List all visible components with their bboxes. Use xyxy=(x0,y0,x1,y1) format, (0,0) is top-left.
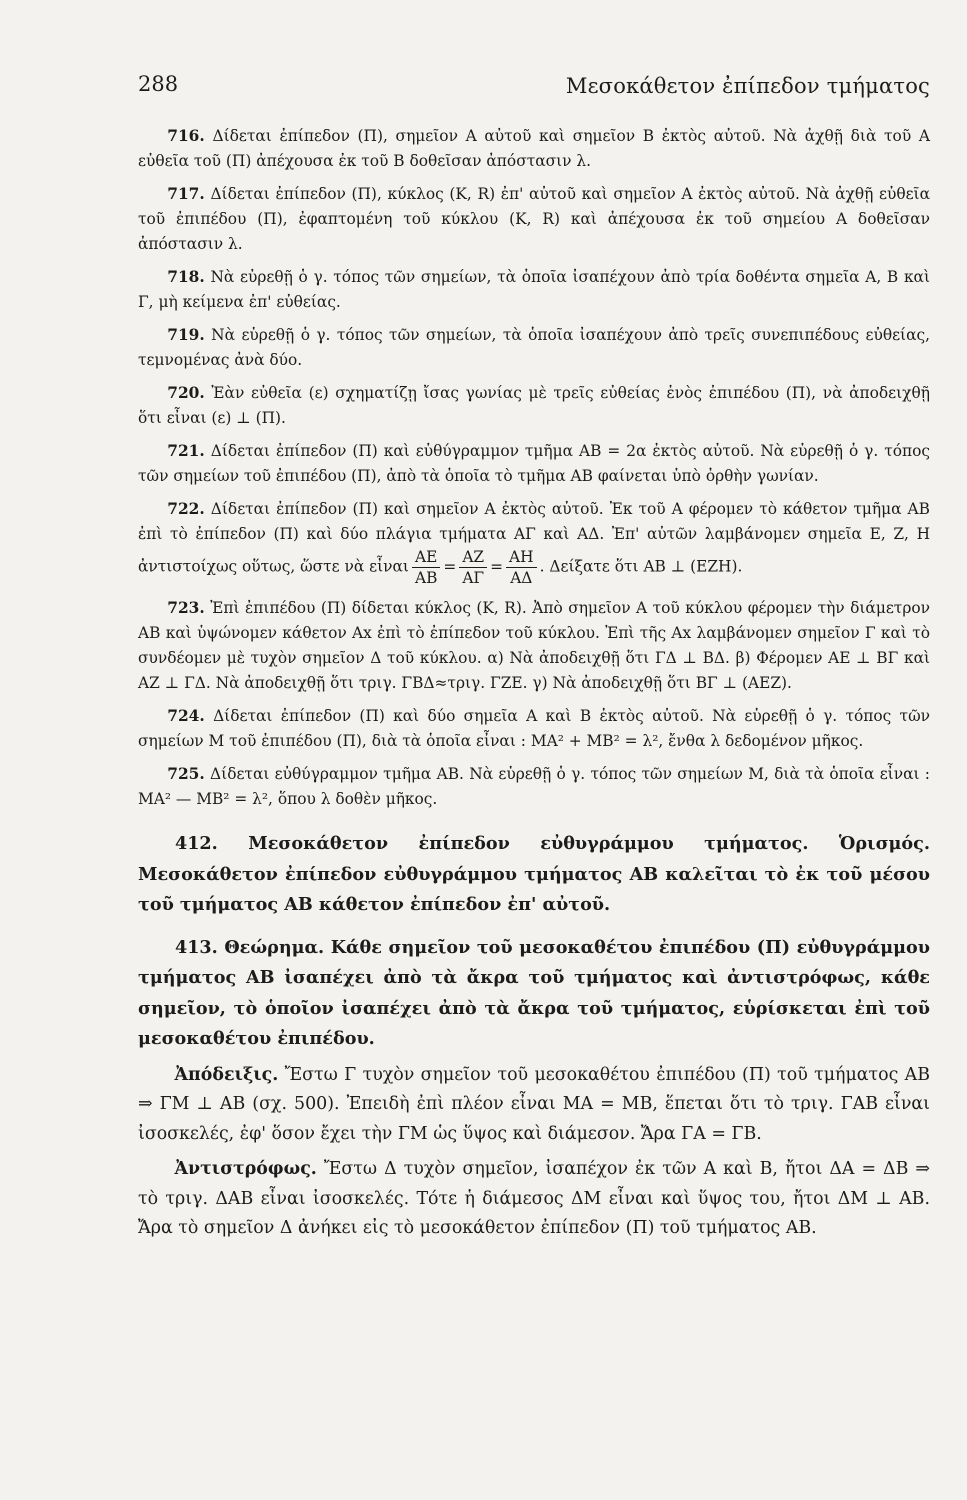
exercise-719: 719. Νὰ εὑρεθῇ ὁ γ. τόπος τῶν σημείων, τὰ ὁποῖα ἰσαπέχουν ἀπὸ τρεῖς συνεπιπέδους εὐθείας, τεμνομένας ἀνὰ δύο. xyxy=(138,326,930,369)
proof-paragraph: Ἀπόδειξις. Ἔστω Γ τυχὸν σημεῖον τοῦ μεσοκαθέτου ἐπιπέδου (Π) τοῦ τμήματος ΑΒ ⇒ ΓΜ ⊥ ΑΒ (σχ. 500). Ἐπειδὴ ἐπὶ πλέον εἶναι ΜΑ = ΜΒ, ἕπεται ὅτι τὸ τριγ. ΓΑΒ εἶναι ἰσοσκελές, ἐφ' ὅσον ἔχει τὴν ΓΜ ὡς ὕψος καὶ διάμεσον. Ἄρα ΓΑ = ΓΒ. xyxy=(138,1064,930,1144)
exercise-725: 725. Δίδεται εὐθύγραμμον τμῆμα ΑΒ. Νὰ εὑρεθῇ ὁ γ. τόπος τῶν σημείων Μ, διὰ τὰ ὁποῖα εἶναι : ΜΑ² — ΜΒ² = λ², ὅπου λ δοθὲν μῆκος. xyxy=(138,765,930,808)
section-412: 412. Μεσοκάθετον ἐπίπεδον εὐθυγράμμου τμήματος. Ὁρισμός. Μεσοκάθετον ἐπίπεδον εὐθυγράμμου τμήματος ΑΒ καλεῖται τὸ ἐκ τοῦ μέσου τοῦ τμήματος ΑΒ κάθετον ἐπίπεδον ἐπ' αὐτοῦ. xyxy=(138,833,930,915)
proof-label: Ἀπόδειξις. xyxy=(174,1064,279,1085)
fraction: $\frac{AZ}{A\Gamma}$ xyxy=(459,547,487,588)
exercise-717: 717. Δίδεται ἐπίπεδον (Π), κύκλος (Κ, R) ἐπ' αὐτοῦ καὶ σημεῖον Α ἐκτὸς αὐτοῦ. Νὰ ἀχθῇ εὐθεῖα τοῦ ἐπιπέδου (Π), ἐφαπτομένη τοῦ κύκλου (Κ, R) καὶ ἀπέχουσα ἐκ τοῦ σημείου Α δοθεῖσαν ἀπόστασιν λ. xyxy=(138,185,930,253)
exercise-716: 716. Δίδεται ἐπίπεδον (Π), σημεῖον Α αὐτοῦ καὶ σημεῖον Β ἐκτὸς αὐτοῦ. Νὰ ἀχθῇ διὰ τοῦ Α εὐθεῖα τοῦ (Π) ἀπέχουσα ἐκ τοῦ Β δοθεῖσαν ἀπόστασιν λ. xyxy=(138,127,930,170)
running-title: Μεσοκάθετον ἐπίπεδον τμήματος xyxy=(565,74,930,98)
converse-label: Ἀντιστρόφως. xyxy=(174,1159,317,1179)
exercise-718: 718. Νὰ εὑρεθῇ ὁ γ. τόπος τῶν σημείων, τὰ ὁποῖα ἰσαπέχουν ἀπὸ τρία δοθέντα σημεῖα Α, Β καὶ Γ, μὴ κείμενα ἐπ' εὐθείας. xyxy=(138,268,930,311)
page-body xyxy=(138,124,930,1244)
exercise-722: 722. Δίδεται ἐπίπεδον (Π) καὶ σημεῖον Α ἐκτὸς αὐτοῦ. Ἐκ τοῦ Α φέρομεν τὸ κάθετον τμῆμα ΑΒ ἐπὶ τὸ ἐπίπεδον (Π) καὶ δύο πλάγια τμήματα ΑΓ καὶ ΑΔ. Ἐπ' αὐτῶν λαμβάνομεν σημεῖα Ε, Ζ, Η ἀντιστοίχως οὕτως, ὥστε νὰ εἶναι $\frac{AE}{AB}$ = $\frac{AZ}{A\Gamma}$ = $\frac{AH}{A\Delta}$ . Δείξατε ὅτι ΑΒ ⊥ (ΕΖΗ). xyxy=(138,500,930,587)
section-413-theorem: 413. Θεώρημα. Κάθε σημεῖον τοῦ μεσοκαθέτου ἐπιπέδου (Π) εὐθυγράμμου τμήματος ΑΒ ἰσαπέχει ἀπὸ τὰ ἄκρα τοῦ τμήματος καὶ ἀντιστρόφως, κάθε σημεῖον, τὸ ὁποῖον ἰσαπέχει ἀπὸ τὰ ἄκρα τοῦ τμήματος, εὑρίσκεται ἐπὶ τοῦ μεσοκαθέτου ἐπιπέδου. xyxy=(138,936,930,1049)
exercise-723: 723. Ἐπὶ ἐπιπέδου (Π) δίδεται κύκλος (Κ, R). Ἀπὸ σημεῖον Α τοῦ κύκλου φέρομεν τὴν διάμετρον ΑΒ καὶ ὑψώνομεν κάθετον Αx ἐπὶ τὸ ἐπίπεδον τοῦ κύκλου. Ἐπὶ τῆς Αx λαμβάνομεν σημεῖον Γ καὶ τὸ συνδέομεν μὲ τυχὸν σημεῖον Δ τοῦ κύκλου. α) Νὰ ἀποδειχθῇ ὅτι ΓΔ ⊥ ΒΔ. β) Φέρομεν ΑΕ ⊥ ΒΓ καὶ ΑΖ ⊥ ΓΔ. Νὰ ἀποδειχθῇ ὅτι τριγ. ΓΒΔ≈τριγ. ΓΖΕ. γ) Νὰ ἀποδειχθῇ ὅτι ΒΓ ⊥ (ΑΕΖ). xyxy=(138,599,930,692)
converse-paragraph: Ἀντιστρόφως. Ἔστω Δ τυχὸν σημεῖον, ἰσαπέχον ἐκ τῶν Α καὶ Β, ἤτοι ΔΑ = ΔΒ ⇒ τὸ τριγ. ΔΑΒ εἶναι ἰσοσκελές. Τότε ἡ διάμεσος ΔΜ εἶναι καὶ ὕψος του, ἤτοι ΔΜ ⊥ ΑΒ. Ἄρα τὸ σημεῖον Δ ἀνήκει εἰς τὸ μεσοκάθετον ἐπίπεδον (Π) τοῦ τμήματος ΑΒ. xyxy=(138,1159,930,1238)
fraction: $\frac{AH}{A\Delta}$ xyxy=(506,547,537,588)
exercise-721: 721. Δίδεται ἐπίπεδον (Π) καὶ εὐθύγραμμον τμῆμα ΑΒ = 2α ἐκτὸς αὐτοῦ. Νὰ εὑρεθῇ ὁ γ. τόπος τῶν σημείων τοῦ ἐπιπέδου (Π), ἀπὸ τὰ ὁποῖα τὸ τμῆμα ΑΒ φαίνεται ὑπὸ ὀρθὴν γωνίαν. xyxy=(138,442,930,485)
page-header xyxy=(138,72,930,112)
exercise-724: 724. Δίδεται ἐπίπεδον (Π) καὶ δύο σημεῖα Α καὶ Β ἐκτὸς αὐτοῦ. Νὰ εὑρεθῇ ὁ γ. τόπος τῶν σημείων Μ τοῦ ἐπιπέδου (Π), διὰ τὰ ὁποῖα εἶναι : ΜΑ² + ΜΒ² = λ², ἔνθα λ δεδομένον μῆκος. xyxy=(138,707,930,750)
exercise-720: 720. Ἐὰν εὐθεῖα (ε) σχηματίζῃ ἴσας γωνίας μὲ τρεῖς εὐθείας ἑνὸς ἐπιπέδου (Π), νὰ ἀποδειχθῇ ὅτι εἶναι (ε) ⊥ (Π). xyxy=(138,384,930,427)
page-number: 288 xyxy=(138,72,179,96)
fraction: $\frac{AE}{AB}$ xyxy=(412,547,440,588)
